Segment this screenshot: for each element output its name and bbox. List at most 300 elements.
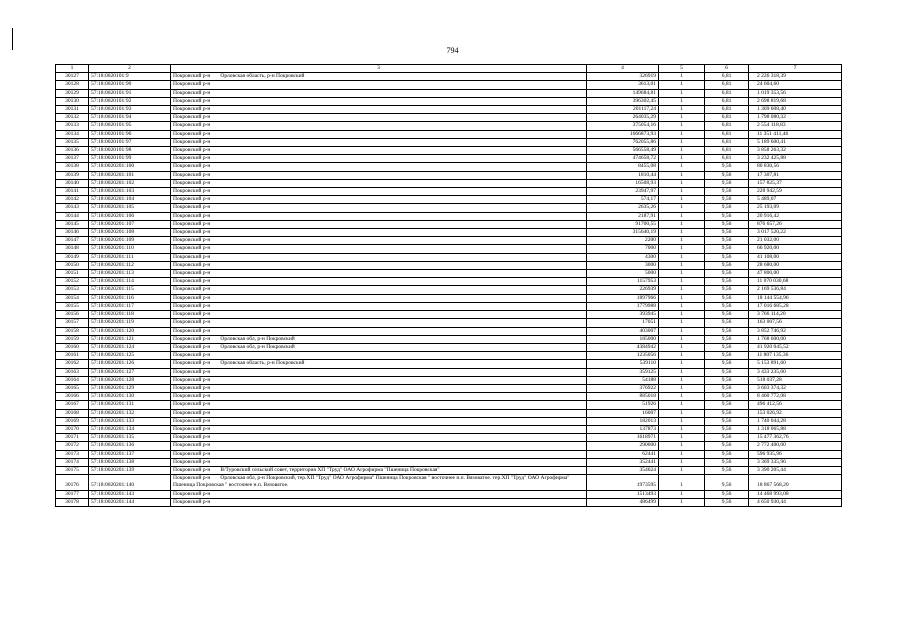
table-row <box>56 122 842 130</box>
cell-rate: 6,81 <box>705 114 749 122</box>
cell-district <box>171 384 587 392</box>
district-text: Покровский р-н <box>173 97 211 104</box>
cell-area: 326919 <box>587 73 659 81</box>
cell-code: 57:18:0020201:118 <box>89 311 171 319</box>
location-description: Орловская область, р-н Покровский <box>220 73 305 80</box>
cell-value: 11 351 411,46 <box>749 130 842 138</box>
cell-district <box>171 376 587 384</box>
cell-value: 1 798 080,32 <box>749 114 842 122</box>
district-text: Покровский р-н <box>173 114 211 121</box>
cell-rate: 6,81 <box>705 106 749 114</box>
cell-n: 30148 <box>56 245 89 253</box>
cell-rate: 9,56 <box>705 376 749 384</box>
cell-value: 2 772 400,00 <box>749 442 842 450</box>
cell-value: 228 942,59 <box>749 188 842 196</box>
cell-rate: 9,56 <box>705 179 749 187</box>
cell-value: 41 920 045,52 <box>749 343 842 351</box>
cell-k: 1 <box>659 130 705 138</box>
cell-k: 1 <box>659 89 705 97</box>
cell-rate: 9,56 <box>705 393 749 401</box>
cell-code: 57:18:0020201:129 <box>89 384 171 392</box>
cell-district <box>171 417 587 425</box>
cell-area: 375054,16 <box>587 122 659 130</box>
cell-area: 17051 <box>587 319 659 327</box>
cell-n: 30133 <box>56 122 89 130</box>
cell-value: 25 193,09 <box>749 204 842 212</box>
cell-n: 30141 <box>56 188 89 196</box>
cell-code: 57:18:0020201:143 <box>89 490 171 498</box>
cell-rate: 6,81 <box>705 81 749 89</box>
cell-area: 354624 <box>587 466 659 474</box>
table-row <box>56 204 842 212</box>
cell-n: 30136 <box>56 147 89 155</box>
cell-rate: 6,81 <box>705 89 749 97</box>
cell-code: 57:18:0020201:101 <box>89 171 171 179</box>
cell-area: 16508,93 <box>587 179 659 187</box>
cell-district <box>171 212 587 220</box>
cell-rate: 6,81 <box>705 122 749 130</box>
cell-area: 1779988 <box>587 302 659 310</box>
cell-district <box>171 368 587 376</box>
cell-value: 1 740 044,28 <box>749 417 842 425</box>
cell-value: 876 657,26 <box>749 220 842 228</box>
cell-district <box>171 106 587 114</box>
table-row <box>56 417 842 425</box>
cell-value: 5 153 891,60 <box>749 360 842 368</box>
location-description: Орловская область, р-н Покровский <box>220 360 305 367</box>
cell-value: 41 108,00 <box>749 253 842 261</box>
district-text: Покровский р-н <box>173 425 211 432</box>
cell-area: 62441 <box>587 450 659 458</box>
cell-rate: 9,56 <box>705 490 749 498</box>
cell-code: 57:18:0020201:105 <box>89 204 171 212</box>
header-row <box>56 65 842 73</box>
cell-value: 2 554 118,83 <box>749 122 842 130</box>
cell-district <box>171 458 587 466</box>
cell-code: 57:18:0020201:134 <box>89 425 171 433</box>
cell-rate: 9,56 <box>705 442 749 450</box>
cell-n: 30159 <box>56 335 89 343</box>
district-text: Покровский р-н <box>173 343 211 350</box>
district-text: Покровский р-н <box>173 204 211 211</box>
cell-code: 57:18:0020201:127 <box>89 368 171 376</box>
cell-value: 28 680,00 <box>749 261 842 269</box>
cell-k: 1 <box>659 81 705 89</box>
location-description: Орловская обл, р-н Покровский, тер.ХП "Труд" ОАО Агрофирма" Пшеница Покровская " восточнее н.п. Вязоватое. тер.ХП "Труд" ОАО Агрофирма" Пшеница Покровская " восточнее н.п. Вязоватое. <box>173 475 570 489</box>
cell-value: 3 232 425,88 <box>749 155 842 163</box>
cell-n: 30158 <box>56 327 89 335</box>
cell-district <box>171 97 587 105</box>
cell-value: 3 390 205,44 <box>749 466 842 474</box>
cell-k: 1 <box>659 188 705 196</box>
district-text: Покровский р-н <box>173 261 211 268</box>
cell-n: 30150 <box>56 261 89 269</box>
table-row <box>56 490 842 498</box>
cell-value: 21 032,00 <box>749 237 842 245</box>
location-description: В/Туровский сельский совет, территория ХП "Труд" ОАО Агрофирма "Пшеница Покровская" <box>220 466 440 473</box>
district-text: Покровский р-н <box>173 434 211 441</box>
cell-district <box>171 286 587 294</box>
cell-rate: 9,56 <box>705 261 749 269</box>
cell-district <box>171 490 587 498</box>
cell-district <box>171 294 587 302</box>
district-text: Покровский р-н <box>173 319 211 326</box>
cell-district <box>171 114 587 122</box>
cell-district <box>171 442 587 450</box>
col-header: 6 <box>705 65 749 73</box>
cell-value: 3 017 520,22 <box>749 229 842 237</box>
cell-rate: 9,56 <box>705 302 749 310</box>
cell-n: 30175 <box>56 466 89 474</box>
cell-rate: 9,56 <box>705 311 749 319</box>
table-row <box>56 376 842 384</box>
cell-k: 1 <box>659 171 705 179</box>
cell-code: 57:18:0020201:109 <box>89 237 171 245</box>
cell-n: 30138 <box>56 163 89 171</box>
cell-area: 1897966 <box>587 294 659 302</box>
cell-rate: 9,56 <box>705 450 749 458</box>
col-header: 3 <box>171 65 587 73</box>
table-row <box>56 450 842 458</box>
cell-n: 30140 <box>56 179 89 187</box>
cell-code: 57:18:0020201:120 <box>89 327 171 335</box>
cell-value: 3 858 263,32 <box>749 147 842 155</box>
cell-district <box>171 343 587 351</box>
cell-code: 57:18:0020201:119 <box>89 319 171 327</box>
cell-k: 1 <box>659 490 705 498</box>
cell-code: 57:18:0020201:104 <box>89 196 171 204</box>
table-row <box>56 466 842 474</box>
cell-k: 1 <box>659 401 705 409</box>
cell-k: 1 <box>659 450 705 458</box>
cell-value: 518 037,28 <box>749 376 842 384</box>
cell-k: 1 <box>659 409 705 417</box>
cell-district <box>171 122 587 130</box>
cell-k: 1 <box>659 360 705 368</box>
cell-rate: 9,56 <box>705 286 749 294</box>
cell-k: 1 <box>659 335 705 343</box>
location-description: Орловская обл, р-н Покровский <box>220 335 295 342</box>
cell-rate: 9,56 <box>705 237 749 245</box>
district-text: Покровский р-н <box>173 360 211 367</box>
cell-n: 30134 <box>56 130 89 138</box>
cell-n: 30132 <box>56 114 89 122</box>
cell-code: 57:18:0020201:100 <box>89 163 171 171</box>
cell-code: 57:18:0020201:102 <box>89 179 171 187</box>
table-row <box>56 270 842 278</box>
cell-district <box>171 171 587 179</box>
cell-district <box>171 81 587 89</box>
cell-k: 1 <box>659 294 705 302</box>
cell-area: 566558,49 <box>587 147 659 155</box>
table-row <box>56 498 842 506</box>
cell-area: 3613,01 <box>587 81 659 89</box>
cell-n: 30145 <box>56 220 89 228</box>
cell-district <box>171 434 587 442</box>
district-text: Покровский р-н <box>173 81 211 88</box>
cell-n: 30135 <box>56 138 89 146</box>
cell-rate: 9,56 <box>705 409 749 417</box>
cell-rate: 9,56 <box>705 384 749 392</box>
cell-value: 3 852 746,92 <box>749 327 842 335</box>
cell-rate: 9,56 <box>705 171 749 179</box>
cell-area: 396302,45 <box>587 97 659 105</box>
cell-k: 1 <box>659 147 705 155</box>
table-row <box>56 434 842 442</box>
cell-k: 1 <box>659 319 705 327</box>
district-text: Покровский р-н <box>173 73 211 80</box>
cell-code: 57:18:0020201:140 <box>89 475 171 490</box>
cell-district <box>171 393 587 401</box>
cell-n: 30142 <box>56 196 89 204</box>
cell-value: 3 433 235,00 <box>749 368 842 376</box>
cell-area: 486499 <box>587 498 659 506</box>
cell-code: 57:18:0020201:103 <box>89 188 171 196</box>
cell-n: 30170 <box>56 425 89 433</box>
district-text: Покровский р-н <box>173 286 211 293</box>
cell-value: 20 916,42 <box>749 212 842 220</box>
cell-value: 163 007,56 <box>749 319 842 327</box>
table-row <box>56 253 842 261</box>
table-row <box>56 294 842 302</box>
cell-code: 57:18:0020201:125 <box>89 352 171 360</box>
district-text: Покровский р-н <box>173 294 211 301</box>
cell-value: 1 369 608,40 <box>749 106 842 114</box>
cell-value: 5 189 600,41 <box>749 138 842 146</box>
cell-k: 1 <box>659 229 705 237</box>
table-row <box>56 220 842 228</box>
cell-n: 30164 <box>56 376 89 384</box>
cell-district <box>171 450 587 458</box>
cell-n: 30127 <box>56 73 89 81</box>
district-text: Покровский р-н <box>173 401 211 408</box>
district-text: Покровский р-н <box>173 89 211 96</box>
cell-area: 2200 <box>587 237 659 245</box>
cell-district <box>171 409 587 417</box>
cell-area: 393945 <box>587 311 659 319</box>
cell-district <box>171 73 587 81</box>
table-row <box>56 278 842 286</box>
district-text: Покровский р-н <box>173 352 211 359</box>
table-row <box>56 393 842 401</box>
cell-n: 30131 <box>56 106 89 114</box>
cell-value: 8 460 772,08 <box>749 393 842 401</box>
cell-k: 1 <box>659 327 705 335</box>
district-text: Покровский р-н <box>173 270 211 277</box>
district-text: Покровский р-н <box>173 450 211 457</box>
table-row <box>56 286 842 294</box>
table-row <box>56 81 842 89</box>
cell-rate: 9,56 <box>705 417 749 425</box>
cell-code: 57:18:0020201:112 <box>89 261 171 269</box>
cell-value: 2 226 318,39 <box>749 73 842 81</box>
cell-value: 11 070 030,68 <box>749 278 842 286</box>
district-text: Покровский р-н <box>173 212 211 219</box>
col-header: 7 <box>749 65 842 73</box>
cell-district <box>171 425 587 433</box>
district-text: Покровский р-н <box>173 498 211 505</box>
cell-value: 18 144 554,96 <box>749 294 842 302</box>
cell-value: 17 016 685,28 <box>749 302 842 310</box>
cell-district <box>171 179 587 187</box>
cell-n: 30171 <box>56 434 89 442</box>
cell-rate: 9,56 <box>705 278 749 286</box>
district-text: Покровский р-н <box>173 458 211 465</box>
cell-k: 1 <box>659 253 705 261</box>
cell-n: 30165 <box>56 384 89 392</box>
cell-k: 1 <box>659 434 705 442</box>
cell-value: 3 766 114,20 <box>749 311 842 319</box>
cell-area: 2187,91 <box>587 212 659 220</box>
cell-district <box>171 163 587 171</box>
cell-value: 17 307,81 <box>749 171 842 179</box>
cell-n: 30174 <box>56 458 89 466</box>
table-row <box>56 188 842 196</box>
district-text: Покровский р-н <box>173 245 211 252</box>
cell-value: 3 369 335,96 <box>749 458 842 466</box>
cell-n: 30166 <box>56 393 89 401</box>
cell-area: 7000 <box>587 245 659 253</box>
cell-n: 30139 <box>56 171 89 179</box>
cell-value: 80 830,56 <box>749 163 842 171</box>
district-text: Покровский р-н <box>173 229 211 236</box>
cell-value: 2 698 819,68 <box>749 97 842 105</box>
cell-rate: 6,81 <box>705 155 749 163</box>
cell-k: 1 <box>659 384 705 392</box>
cell-code: 57:18:0020201:121 <box>89 335 171 343</box>
cell-value: 3 603 374,32 <box>749 384 842 392</box>
cell-area: 359125 <box>587 368 659 376</box>
cell-rate: 9,56 <box>705 188 749 196</box>
cell-district <box>171 147 587 155</box>
cell-district <box>171 270 587 278</box>
cell-rate: 6,81 <box>705 138 749 146</box>
cell-n: 30149 <box>56 253 89 261</box>
district-text: Покровский р-н <box>173 106 211 113</box>
location-description: Орловская обл, р-н Покровский <box>220 343 295 350</box>
cell-n: 30154 <box>56 294 89 302</box>
district-text: Покровский р-н <box>173 163 211 170</box>
cell-code: 57:18:0020101:94 <box>89 114 171 122</box>
table-row <box>56 360 842 368</box>
cell-value: 47 800,00 <box>749 270 842 278</box>
table-row <box>56 319 842 327</box>
cell-k: 1 <box>659 97 705 105</box>
cell-area: 1810,44 <box>587 171 659 179</box>
table-row <box>56 343 842 351</box>
cell-area: 574,17 <box>587 196 659 204</box>
cell-district <box>171 401 587 409</box>
cell-area: 226939 <box>587 286 659 294</box>
district-text: Покровский р-н <box>173 196 211 203</box>
cell-k: 1 <box>659 278 705 286</box>
cell-rate: 9,56 <box>705 434 749 442</box>
cell-code: 57:18:0020101:93 <box>89 106 171 114</box>
cell-n: 30177 <box>56 490 89 498</box>
cell-area: 1618971 <box>587 434 659 442</box>
district-text: Покровский р-н <box>173 311 211 318</box>
cell-district <box>171 278 587 286</box>
district-text: Покровский р-н <box>173 335 211 342</box>
cell-area: 539110 <box>587 360 659 368</box>
cell-k: 1 <box>659 73 705 81</box>
district-text: Покровский р-н <box>173 442 211 449</box>
cell-rate: 9,56 <box>705 319 749 327</box>
cell-district <box>171 261 587 269</box>
cell-n: 30146 <box>56 229 89 237</box>
cell-rate: 9,56 <box>705 352 749 360</box>
cell-area: 1973595 <box>587 475 659 490</box>
table-row <box>56 311 842 319</box>
cell-rate: 9,56 <box>705 343 749 351</box>
table-row <box>56 114 842 122</box>
district-text: Покровский р-н <box>173 417 211 424</box>
table-row <box>56 163 842 171</box>
cell-n: 30172 <box>56 442 89 450</box>
district-text: Покровский р-н <box>173 384 211 391</box>
district-text: Покровский р-н <box>173 179 211 186</box>
cell-area: 8455,08 <box>587 163 659 171</box>
cell-rate: 9,56 <box>705 204 749 212</box>
table-row <box>56 196 842 204</box>
cell-value: 496 412,56 <box>749 401 842 409</box>
cell-area: 182013 <box>587 417 659 425</box>
district-text: Покровский р-н <box>173 122 211 129</box>
cell-area: 376922 <box>587 384 659 392</box>
table-row <box>56 179 842 187</box>
cell-n: 30160 <box>56 343 89 351</box>
cell-n: 30156 <box>56 311 89 319</box>
cell-k: 1 <box>659 270 705 278</box>
cell-n: 30137 <box>56 155 89 163</box>
district-text: Покровский р-н <box>173 368 211 375</box>
cell-area: 2635,26 <box>587 204 659 212</box>
cell-k: 1 <box>659 204 705 212</box>
cell-k: 1 <box>659 220 705 228</box>
cell-code: 57:18:0020201:111 <box>89 253 171 261</box>
cell-k: 1 <box>659 368 705 376</box>
cell-n: 30162 <box>56 360 89 368</box>
cell-k: 1 <box>659 302 705 310</box>
table-row <box>56 138 842 146</box>
cell-k: 1 <box>659 311 705 319</box>
cell-code: 57:18:0020201:114 <box>89 278 171 286</box>
cell-k: 1 <box>659 245 705 253</box>
cell-k: 1 <box>659 286 705 294</box>
cell-n: 30153 <box>56 286 89 294</box>
table-row <box>56 245 842 253</box>
district-text: Покровский р-н <box>173 466 211 473</box>
cell-code: 57:18:0020201:124 <box>89 343 171 351</box>
table-row <box>56 458 842 466</box>
cell-district <box>171 237 587 245</box>
cell-code: 57:18:0020101:90 <box>89 81 171 89</box>
cell-n: 30168 <box>56 409 89 417</box>
cell-k: 1 <box>659 466 705 474</box>
cell-area: 185000 <box>587 335 659 343</box>
cell-k: 1 <box>659 261 705 269</box>
cell-area: 1235056 <box>587 352 659 360</box>
district-text: Покровский р-н <box>173 490 211 497</box>
cell-value: 1 019 353,56 <box>749 89 842 97</box>
cell-n: 30143 <box>56 204 89 212</box>
cell-rate: 9,56 <box>705 360 749 368</box>
cell-k: 1 <box>659 179 705 187</box>
cell-code: 57:18:0020201:138 <box>89 458 171 466</box>
cell-code: 57:18:0020101:91 <box>89 89 171 97</box>
cell-district <box>171 196 587 204</box>
register-table <box>55 64 842 507</box>
